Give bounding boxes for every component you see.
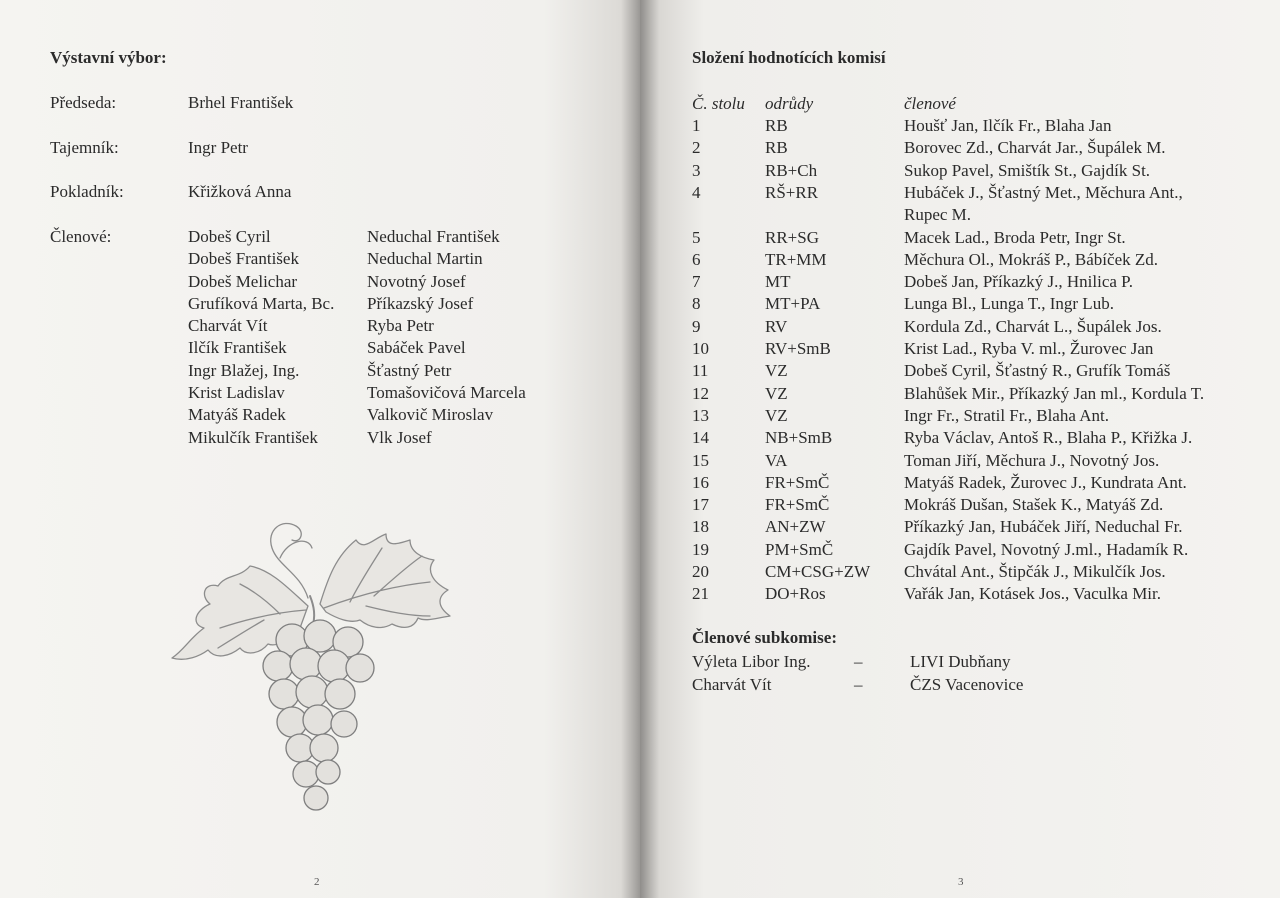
- committees-heading: Složení hodnotících komisí: [692, 48, 886, 67]
- member-name: Novotný Josef: [367, 271, 466, 291]
- grape-bunch-icon: [160, 478, 480, 828]
- subcommittee-dash: –: [854, 652, 863, 671]
- role-label-secretary: Tajemník:: [50, 138, 119, 157]
- member-name: Sabáček Pavel: [367, 338, 466, 358]
- committee-members: Macek Lad., Broda Petr, Ingr St.: [904, 227, 1126, 247]
- table-number: 4: [692, 182, 701, 202]
- role-label-chairman: Předseda:: [50, 93, 117, 112]
- subcommittee-dash: –: [854, 675, 863, 694]
- variety-code: MT: [765, 272, 791, 292]
- committee-members: Sukop Pavel, Smištík St., Gajdík St.: [904, 160, 1151, 180]
- variety-code: RV+SmB: [765, 339, 831, 358]
- member-name: Valkovič Miroslav: [367, 405, 494, 425]
- committee-members: Lunga Bl., Lunga T., Ingr Lub.: [904, 294, 1114, 314]
- table-number: 10: [692, 339, 709, 358]
- table-number: 7: [692, 272, 701, 292]
- committee-members: Borovec Zd., Charvát Jar., Šupálek M.: [904, 138, 1166, 158]
- table-number: 2: [692, 138, 701, 158]
- table-number: 13: [692, 405, 709, 425]
- members-label: Členové:: [50, 227, 112, 246]
- committee-members: Hubáček J., Šťastný Met., Měchura Ant.,: [904, 182, 1183, 202]
- table-number: 12: [692, 383, 709, 403]
- member-name: Mikulčík František: [188, 427, 318, 447]
- committee-members: Krist Lad., Ryba V. ml., Žurovec Jan: [904, 339, 1154, 358]
- variety-code: PM+SmČ: [765, 539, 834, 559]
- member-name: Matyáš Radek: [188, 405, 286, 425]
- table-number: 21: [692, 584, 709, 604]
- member-name: Dobeš František: [188, 249, 299, 269]
- member-name: Ryba Petr: [367, 316, 434, 336]
- variety-code: RB: [765, 116, 788, 135]
- column-header-table: Č. stolu: [692, 94, 745, 113]
- subcommittee-name: Charvát Vít: [692, 675, 772, 694]
- member-name: Příkazský Josef: [367, 293, 474, 313]
- variety-code: MT+PA: [765, 294, 821, 314]
- committee-members: Dobeš Cyril, Šťastný R., Grufík Tomáš: [904, 361, 1171, 381]
- variety-code: FR+SmČ: [765, 495, 830, 515]
- committee-members: Měchura Ol., Mokráš P., Bábíček Zd.: [904, 249, 1159, 269]
- variety-code: NB+SmB: [765, 428, 833, 448]
- variety-code: CM+CSG+ZW: [765, 562, 871, 581]
- member-name: Neduchal František: [367, 227, 500, 246]
- variety-code: TR+MM: [765, 249, 827, 269]
- member-name: Ilčík František: [188, 338, 287, 358]
- right-page: [640, 0, 1280, 898]
- table-number: 15: [692, 450, 709, 470]
- member-name: Krist Ladislav: [188, 383, 285, 403]
- subcommittee-heading: Členové subkomise:: [692, 628, 837, 647]
- subcommittee-name: Výleta Libor Ing.: [692, 652, 811, 671]
- committee-members: Rupec M.: [904, 205, 972, 225]
- variety-code: VZ: [765, 405, 788, 425]
- member-name: Dobeš Melichar: [188, 271, 298, 291]
- exhibition-committee-heading: Výstavní výbor:: [50, 48, 167, 67]
- variety-code: RB+Ch: [765, 160, 818, 180]
- variety-code: RR+SG: [765, 227, 819, 247]
- table-number: 5: [692, 227, 701, 247]
- table-number: 3: [692, 160, 701, 180]
- member-name: Charvát Vít: [188, 316, 268, 336]
- role-name-treasurer: Křižková Anna: [188, 182, 292, 201]
- member-name: Ingr Blažej, Ing.: [188, 360, 300, 380]
- table-number: 20: [692, 562, 709, 581]
- member-name: Neduchal Martin: [367, 249, 483, 269]
- table-number: 8: [692, 294, 701, 314]
- subcommittee-org: LIVI Dubňany: [910, 652, 1011, 671]
- committee-members: Kordula Zd., Charvát L., Šupálek Jos.: [904, 316, 1162, 336]
- table-number: 16: [692, 472, 709, 492]
- column-header-members: členové: [904, 94, 956, 113]
- role-name-secretary: Ingr Petr: [188, 138, 248, 157]
- committee-members: Vařák Jan, Kotásek Jos., Vaculka Mir.: [904, 584, 1162, 604]
- committee-members: Blahůšek Mir., Příkazký Jan ml., Kordula T.: [904, 383, 1205, 403]
- table-number: 19: [692, 539, 709, 559]
- column-header-variety: odrůdy: [765, 94, 814, 113]
- table-number: 9: [692, 316, 701, 336]
- committee-members: Chvátal Ant., Štipčák J., Mikulčík Jos.: [904, 562, 1166, 581]
- subcommittee-org: ČZS Vacenovice: [910, 675, 1024, 694]
- table-number: 6: [692, 249, 701, 269]
- table-number: 17: [692, 495, 709, 515]
- member-name: Dobeš Cyril: [188, 227, 271, 246]
- table-number: 1: [692, 116, 701, 135]
- page-number-right: 3: [958, 876, 964, 888]
- variety-code: RB: [765, 138, 788, 158]
- variety-code: DO+Ros: [765, 584, 826, 604]
- committee-members: Dobeš Jan, Příkazký J., Hnilica P.: [904, 272, 1134, 292]
- committee-members: Gajdík Pavel, Novotný J.ml., Hadamík R.: [904, 539, 1189, 559]
- members-column-1: [188, 226, 334, 449]
- role-label-treasurer: Pokladník:: [50, 182, 124, 201]
- variety-code: FR+SmČ: [765, 472, 830, 492]
- members-column-2: [367, 226, 526, 449]
- role-name-chairman: Brhel František: [188, 93, 294, 112]
- variety-code: AN+ZW: [765, 517, 826, 537]
- committee-members: Mokráš Dušan, Stašek K., Matyáš Zd.: [904, 495, 1164, 515]
- page-number-left: 2: [314, 876, 320, 888]
- variety-code: VA: [765, 450, 788, 470]
- variety-code: VZ: [765, 361, 788, 381]
- table-number: 18: [692, 517, 709, 537]
- member-name: Tomašovičová Marcela: [367, 383, 526, 403]
- variety-code: RŠ+RR: [765, 182, 819, 202]
- committee-members: Příkazký Jan, Hubáček Jiří, Neduchal Fr.: [904, 517, 1183, 537]
- committee-members: Ryba Václav, Antoš R., Blaha P., Křižka J.: [904, 428, 1193, 448]
- member-name: Vlk Josef: [367, 427, 432, 447]
- committee-members: Houšť Jan, Ilčík Fr., Blaha Jan: [904, 116, 1112, 135]
- grape-berries: [263, 620, 374, 810]
- table-number: 11: [692, 361, 709, 381]
- variety-code: VZ: [765, 383, 788, 403]
- member-name: Grufíková Marta, Bc.: [188, 293, 335, 313]
- table-number: 14: [692, 428, 709, 448]
- committee-members: Matyáš Radek, Žurovec J., Kundrata Ant.: [904, 472, 1187, 492]
- variety-code: RV: [765, 316, 788, 336]
- committee-members: Ingr Fr., Stratil Fr., Blaha Ant.: [904, 405, 1109, 425]
- committee-members: Toman Jiří, Měchura J., Novotný Jos.: [904, 450, 1160, 470]
- member-name: Šťastný Petr: [367, 360, 452, 380]
